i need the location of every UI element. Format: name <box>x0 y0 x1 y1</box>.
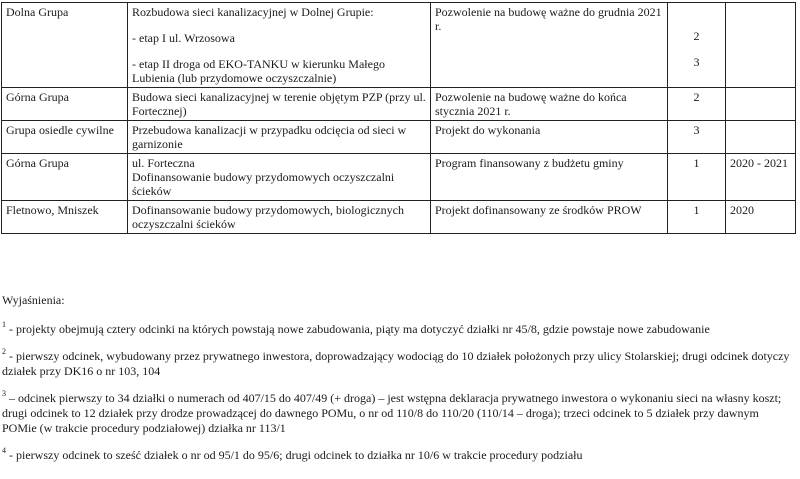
status-cell: Projekt dofinansowany ze środków PROW <box>431 201 668 234</box>
footnote-text: - pierwszy odcinek, wybudowany przez prywatnego inwestora, doprowadzający wodociąg do 10 działek położonych przy ulicy Stolarskiej; drugi odcinek dotyczy działek przy DK16 o nr 103, 104 <box>2 349 790 378</box>
footnote-1 <box>2 322 794 337</box>
footnote-text: - projekty obejmują cztery odcinki na których powstają nowe zabudowania, piąty ma dotyczyć działki nr 45/8, gdzie powstaje nowe zabudowanie <box>6 322 710 336</box>
place-cell: Górna Grupa <box>2 88 128 121</box>
footnote-mark: 2 <box>2 347 6 356</box>
description-street: ul. Forteczna <box>132 156 195 170</box>
description-cell: Dofinansowanie budowy przydomowych, biologicznych oczyszczalni ścieków <box>128 201 431 234</box>
place-cell: Grupa osiedle cywilne <box>2 121 128 154</box>
table-row <box>2 3 796 88</box>
year-cell <box>726 3 796 88</box>
status-cell: Pozwolenie na budowę ważne do grudnia 2021 r. <box>431 3 668 88</box>
description-cell <box>128 154 431 201</box>
footnote-3 <box>2 391 794 436</box>
footnote-2 <box>2 349 794 379</box>
status-cell: Pozwolenie na budowę ważne do końca stycznia 2021 r. <box>431 88 668 121</box>
footnote-4 <box>2 448 794 463</box>
description-cell <box>128 3 431 88</box>
table-row <box>2 88 796 121</box>
note-cell: 1 <box>668 154 726 201</box>
place-cell: Górna Grupa <box>2 154 128 201</box>
description-stage-1: - etap I ul. Wrzosowa <box>132 31 235 45</box>
place-cell: Dolna Grupa <box>2 3 128 88</box>
note-cell: 1 <box>668 201 726 234</box>
note-value: 2 <box>693 29 700 43</box>
description-main: Rozbudowa sieci kanalizacyjnej w Dolnej Grupie: <box>132 5 374 19</box>
table-row <box>2 154 796 201</box>
footnote-mark: 1 <box>2 320 6 329</box>
footnote-text: - pierwszy odcinek to sześć działek o nr od 95/1 do 95/6; drugi odcinek to działka nr 10/6 w trakcie procedury podziału <box>6 448 583 462</box>
year-cell <box>726 88 796 121</box>
place-cell: Fletnowo, Mniszek <box>2 201 128 234</box>
note-cell: 2 <box>668 88 726 121</box>
note-value: 3 <box>693 55 700 69</box>
description-cell: Przebudowa kanalizacji w przypadku odcięcia od sieci w garnizonie <box>128 121 431 154</box>
table-row <box>2 201 796 234</box>
description-detail: Dofinansowanie budowy przydomowych oczyszczalni ścieków <box>132 170 395 198</box>
explanations <box>2 293 794 463</box>
explanations-heading: Wyjaśnienia: <box>2 293 65 307</box>
year-cell: 2020 - 2021 <box>726 154 796 201</box>
note-cell: 3 <box>668 121 726 154</box>
table-row <box>2 121 796 154</box>
description-stage-2: - etap II droga od EKO-TANKU w kierunku Małego Lubienia (lub przydomowe oczyszczalnie) <box>132 57 385 85</box>
description-cell: Budowa sieci kanalizacyjnej w terenie objętym PZP (przy ul. Fortecznej) <box>128 88 431 121</box>
investments-table <box>1 2 796 234</box>
year-cell: 2020 <box>726 201 796 234</box>
status-cell: Projekt do wykonania <box>431 121 668 154</box>
year-cell <box>726 121 796 154</box>
footnote-text: – odcinek pierwszy to 34 działki o numerach od 407/15 do 407/49 (+ droga) – jest wstępna deklaracja prywatnego inwestora o wykonaniu sieci na własny koszt; drugi odcinek to 12 działek przy drodze prowadzącej do dawnego POMu, o nr od 110/8 do 110/20 (110/14 – droga); trzeci odcinek to 5 działek przy dawnym POMie (w trakcie procedury podziałowej) działka nr 113/1 <box>2 391 782 435</box>
note-cell <box>668 3 726 88</box>
footnote-mark: 4 <box>2 446 6 455</box>
status-cell: Program finansowany z budżetu gminy <box>431 154 668 201</box>
footnote-mark: 3 <box>2 389 6 398</box>
